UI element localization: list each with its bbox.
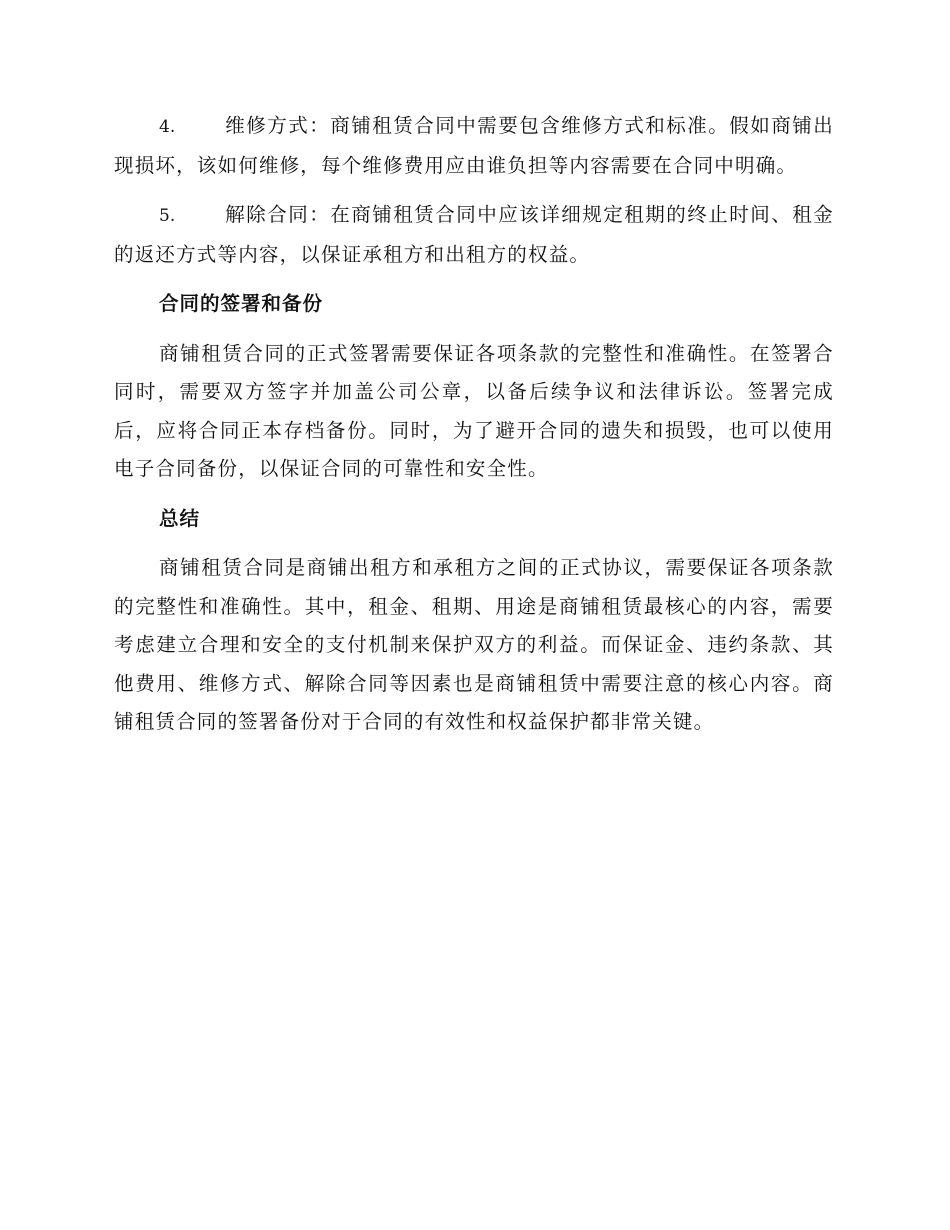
list-item-5 [114, 196, 834, 274]
section-paragraph-signing: 商铺租赁合同的正式签署需要保证各项条款的完整性和准确性。在签署合同时，需要双方签字并加盖公司公章，以备后续争议和法律诉讼。签署完成后，应将合同正本存档备份。同时，为了避开合同的遗失和损毁，也可以使用电子合同备份，以保证合同的可靠性和安全性。 [114, 341, 834, 480]
section-paragraph-summary: 商铺租赁合同是商铺出租方和承租方之间的正式协议，需要保证各项条款的完整性和准确性。其中，租金、租期、用途是商铺租赁最核心的内容，需要考虑建立合理和安全的支付机制来保护双方的利益。而保证金、违约条款、其他费用、维修方式、解除合同等因素也是商铺租赁中需要注意的核心内容。商铺租赁合同的签署备份对于合同的有效性和权益保护都非常关键。 [114, 556, 834, 733]
document-content [114, 107, 834, 753]
list-item-number: 5. [159, 206, 176, 226]
section-heading-summary: 总结 [159, 506, 201, 530]
list-item-number: 4. [159, 117, 176, 137]
list-item-text: 维修方式：商铺租赁合同中需要包含维修方式和标准。假如商铺出现损坏，该如何维修，每个维修费用应由谁负担等内容需要在合同中明确。 [114, 114, 834, 177]
section-heading-signing: 合同的签署和备份 [159, 292, 324, 315]
list-item-text: 解除合同：在商铺租赁合同中应该详细规定租期的终止时间、租金的返还方式等内容，以保证承租方和出租方的权益。 [114, 203, 834, 266]
list-item-4 [114, 107, 834, 185]
